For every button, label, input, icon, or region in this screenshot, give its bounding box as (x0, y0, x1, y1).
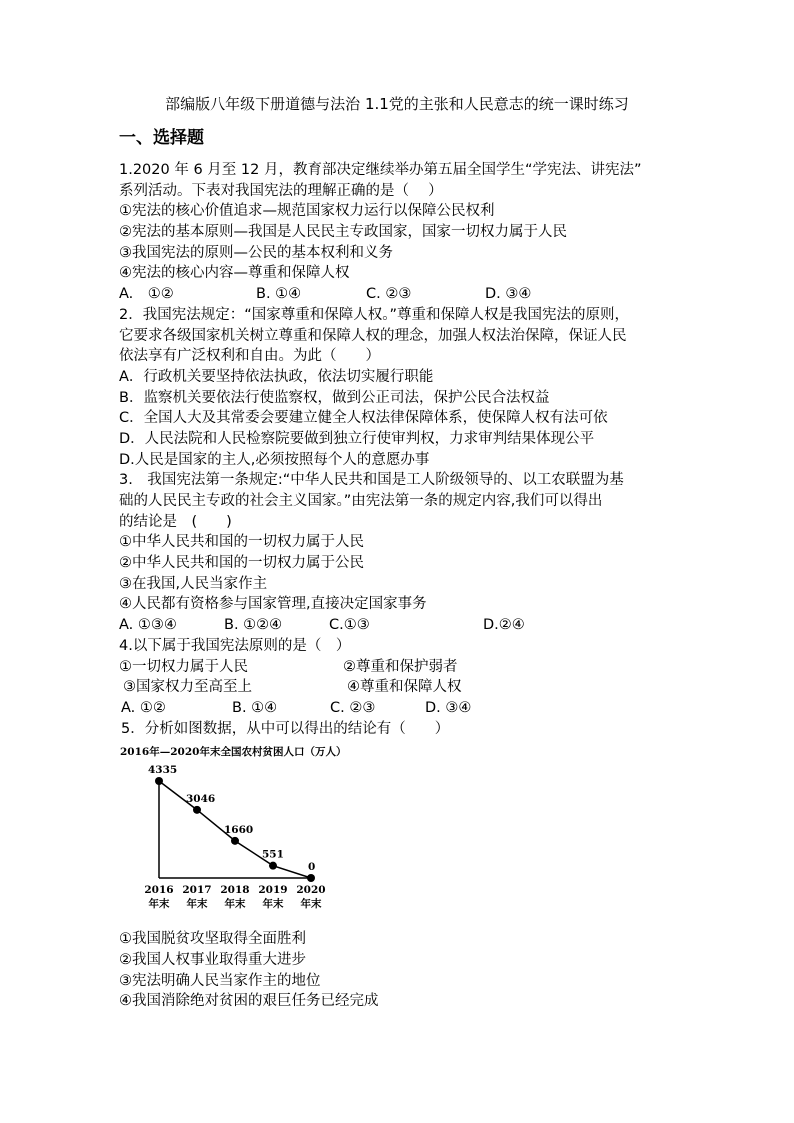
question-2 (119, 305, 681, 471)
statement-item: ③我国宪法的原则—公民的基本权利和义务 (119, 244, 393, 261)
question-stem-line: 它要求各级国家机关树立尊重和保障人权的理念，加强人权法治保障，保证人民 (119, 327, 627, 344)
answer-options (119, 698, 681, 719)
statement-row (119, 657, 681, 678)
question-stem-line: 依法享有广泛权利和自由。为此（ ） (119, 348, 380, 365)
question-stem-line: 系列活动。下表对我国宪法的理解正确的是（ ） (119, 182, 443, 199)
x-tick-label: 2017 (182, 884, 212, 897)
option-line[interactable]: D.人民是国家的主人,必须按照每个人的意愿办事 (119, 451, 430, 468)
chart-svg (119, 739, 681, 929)
option-c[interactable]: C. ②③ (330, 699, 376, 716)
x-tick-label: 2019 (258, 884, 288, 897)
x-tick-label: 2018 (220, 884, 250, 897)
question-stem-line: 5．分析如图数据，从中可以得出的结论有（ ） (121, 720, 450, 737)
statement-item: ④我国消除绝对贫困的艰巨任务已经完成 (119, 993, 379, 1010)
data-point (231, 837, 239, 845)
option-a[interactable]: A. ①② (119, 286, 174, 303)
statement-item: ③国家权力至高至上 (123, 679, 252, 696)
option-b[interactable]: B. ①④ (256, 286, 302, 303)
option-d[interactable]: D. ③④ (425, 699, 472, 716)
data-label: 0 (308, 861, 316, 874)
x-tick-sublabel: 年末 (300, 898, 322, 911)
statement-item: ①中华人民共和国的一切权力属于人民 (119, 534, 364, 551)
data-point (307, 874, 315, 882)
answer-options (119, 615, 681, 636)
statement-item: ①我国脱贫攻坚取得全面胜利 (119, 931, 306, 948)
statement-item: ③在我国,人民当家作主 (119, 575, 268, 592)
x-tick-sublabel: 年末 (262, 898, 284, 911)
statement-row (119, 677, 681, 698)
option-line[interactable]: A．行政机关要坚持依法执政，依法切实履行职能 (119, 368, 434, 385)
option-line[interactable]: B．监察机关要依法行使监察权，做到公正司法，保护公民合法权益 (119, 389, 550, 406)
data-label: 3046 (186, 793, 216, 806)
option-d[interactable]: D. ③④ (485, 286, 532, 303)
question-stem-line: 的结论是 ( ) (119, 513, 232, 530)
data-point (269, 862, 277, 870)
data-label: 551 (262, 848, 284, 861)
option-a[interactable]: A. ①② (121, 699, 166, 716)
statement-item: ②宪法的基本原则—我国是人民民主专政国家，国家一切权力属于人民 (119, 224, 567, 241)
data-point (155, 777, 163, 785)
x-tick-sublabel: 年末 (148, 898, 170, 911)
option-c[interactable]: C.①③ (329, 617, 370, 634)
question-list (119, 160, 681, 1012)
option-a[interactable]: A. ①③④ (119, 617, 177, 634)
option-b[interactable]: B. ①④ (232, 699, 278, 716)
question-4 (119, 636, 681, 719)
statement-item: ④人民都有资格参与国家管理,直接决定国家事务 (119, 596, 427, 613)
section-heading: 一、选择题 (119, 128, 204, 148)
statement-item: ②尊重和保护弱者 (343, 658, 458, 675)
statement-item: ①一切权力属于人民 (119, 658, 248, 675)
question-stem-line: 3. 我国宪法第一条规定:“中华人民共和国是工人阶级领导的、以工农联盟为基 (119, 472, 624, 489)
x-tick-label: 2020 (296, 884, 326, 897)
data-label: 1660 (224, 824, 254, 837)
statement-item: ④宪法的核心内容—尊重和保障人权 (119, 265, 350, 282)
option-c[interactable]: C. ②③ (366, 286, 412, 303)
x-tick-sublabel: 年末 (186, 898, 208, 911)
statement-item: ④尊重和保障人权 (347, 679, 462, 696)
x-tick-sublabel: 年末 (224, 898, 246, 911)
option-d[interactable]: D.②④ (483, 617, 525, 634)
answer-options (119, 284, 681, 305)
question-stem-line: 4.以下属于我国宪法原则的是（ ） (119, 637, 351, 654)
poverty-chart (119, 739, 681, 929)
statement-item: ②我国人权事业取得重大进步 (119, 951, 306, 968)
data-point (193, 806, 201, 814)
question-3 (119, 470, 681, 636)
option-b[interactable]: B. ①②④ (224, 617, 283, 634)
x-tick-label: 2016 (144, 884, 174, 897)
page-title: 部编版八年级下册道德与法治 1.1党的主张和人民意志的统一课时练习 (165, 95, 629, 113)
chart-title: 2016年—2020年末全国农村贫困人口（万人） (120, 746, 347, 759)
question-stem-line: 2．我国宪法规定：“国家尊重和保障人权。”尊重和保障人权是我国宪法的原则， (119, 306, 629, 323)
data-label: 4335 (148, 764, 178, 777)
option-line[interactable]: C．全国人大及其常委会要建立健全人权法律保障体系，使保障人权有法可依 (119, 410, 608, 427)
statement-item: ②中华人民共和国的一切权力属于公民 (119, 555, 364, 572)
question-5 (119, 719, 681, 1012)
statement-item: ③宪法明确人民当家作主的地位 (119, 972, 321, 989)
option-line[interactable]: D．人民法院和人民检察院要做到独立行使审判权，力求审判结果体现公平 (119, 430, 595, 447)
question-stem-line: 础的人民民主专政的社会主义国家。”由宪法第一条的规定内容,我们可以得出 (119, 493, 603, 509)
statement-item: ①宪法的核心价值追求—规范国家权力运行以保障公民权利 (119, 203, 495, 220)
question-1 (119, 160, 681, 305)
question-stem-line: 1.2020 年 6 月至 12 月，教育部决定继续举办第五届全国学生“学宪法、讲宪法” (119, 162, 642, 178)
